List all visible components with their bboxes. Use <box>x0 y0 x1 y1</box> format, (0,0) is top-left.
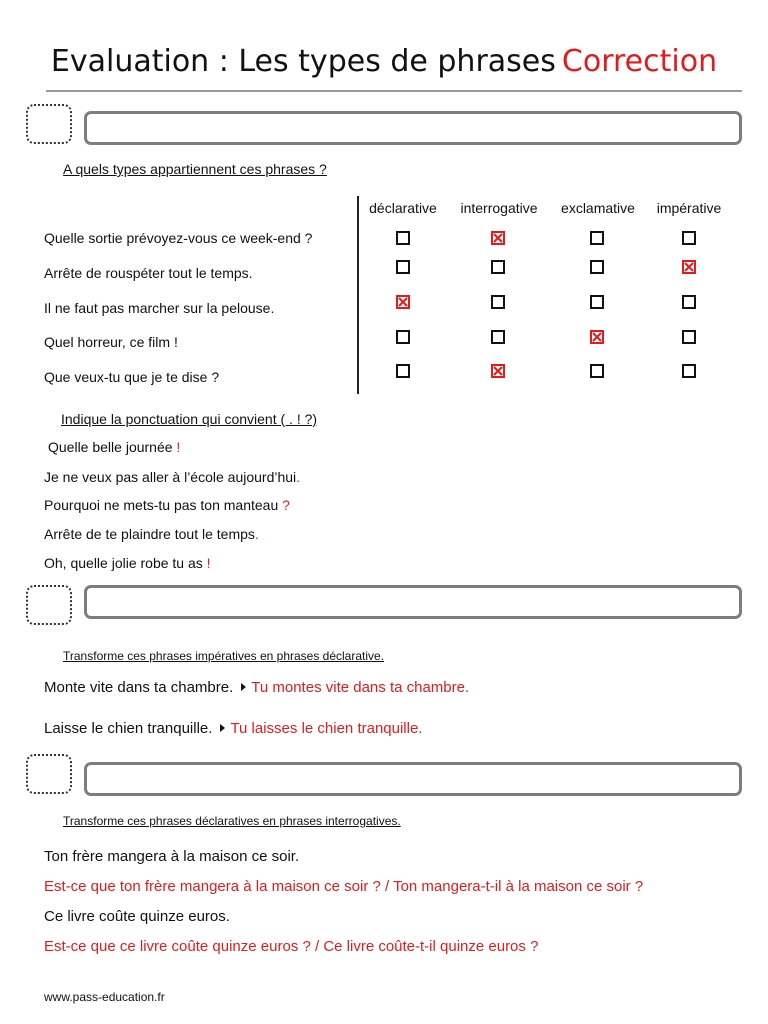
table-divider <box>357 196 359 394</box>
punctuation-answer: ! <box>206 555 211 571</box>
checkbox-interrogative[interactable] <box>491 295 505 309</box>
transform-item <box>44 720 422 737</box>
check-cross-icon <box>493 233 503 243</box>
punctuation-answer: . <box>296 469 301 485</box>
checkbox-interrogative[interactable] <box>491 364 505 378</box>
punctuation-item <box>44 555 211 571</box>
transform-question: Monte vite dans ta chambre. <box>44 679 234 696</box>
check-cross-icon <box>493 366 503 376</box>
title-underline <box>46 90 742 92</box>
title-text: Evaluation : Les types de phrases <box>50 44 556 79</box>
checkbox-declarative[interactable] <box>396 364 410 378</box>
instruction-bar-3 <box>84 762 742 796</box>
checkbox-imperative[interactable] <box>682 260 696 274</box>
check-cross-icon <box>592 332 602 342</box>
checkbox-declarative[interactable] <box>396 231 410 245</box>
checkbox-exclamative[interactable] <box>590 364 604 378</box>
question-sentence: Ce livre coûte quinze euros. <box>44 908 230 925</box>
instruction-bar-2 <box>84 585 742 619</box>
score-box-1[interactable] <box>26 104 72 144</box>
checkbox-imperative[interactable] <box>682 231 696 245</box>
checkbox-imperative[interactable] <box>682 295 696 309</box>
checkbox-exclamative[interactable] <box>590 231 604 245</box>
checkbox-exclamative[interactable] <box>590 260 604 274</box>
punctuation-text: Je ne veux pas aller à l’école aujourd’hui <box>44 469 297 485</box>
score-box-2[interactable] <box>26 585 72 625</box>
arrow-right-icon <box>220 724 225 732</box>
checkbox-declarative[interactable] <box>396 295 410 309</box>
checkbox-declarative[interactable] <box>396 260 410 274</box>
table-row-sentence: Il ne faut pas marcher sur la pelouse. <box>44 300 275 316</box>
section3-heading: Transforme ces phrases impératives en phrases déclarative. <box>63 649 385 663</box>
table-row-sentence: Quelle sortie prévoyez-vous ce week-end ? <box>44 230 313 246</box>
section1-heading: A quels types appartiennent ces phrases ? <box>63 161 327 177</box>
correction-label: Correction <box>561 44 718 79</box>
punctuation-item <box>44 526 259 542</box>
punctuation-answer: ! <box>176 439 181 455</box>
column-imperative: impérative <box>656 200 722 216</box>
punctuation-answer: . <box>254 526 259 542</box>
punctuation-item <box>48 439 180 455</box>
checkbox-declarative[interactable] <box>396 330 410 344</box>
table-row-sentence: Quel horreur, ce film ! <box>44 334 178 350</box>
checkbox-exclamative[interactable] <box>590 295 604 309</box>
question-sentence: Ton frère mangera à la maison ce soir. <box>44 848 300 865</box>
answer-sentence: Est-ce que ce livre coûte quinze euros ? / Ce livre coûte-t-il quinze euros ? <box>44 938 539 955</box>
transform-question: Laisse le chien tranquille. <box>44 720 213 737</box>
section2-heading: Indique la ponctuation qui convient ( . ! ?) <box>61 411 318 427</box>
punctuation-text: Arrête de te plaindre tout le temps <box>44 526 255 542</box>
checkbox-exclamative[interactable] <box>590 330 604 344</box>
footer-url: www.pass-education.fr <box>44 990 165 1004</box>
punctuation-text: Quelle belle journée <box>48 439 177 455</box>
arrow-right-icon <box>241 683 246 691</box>
transform-answer: Tu laisses le chien tranquille. <box>230 720 423 737</box>
column-interrogative: interrogative <box>460 200 538 216</box>
table-row-sentence: Que veux-tu que je te dise ? <box>44 369 220 385</box>
section4-heading: Transforme ces phrases déclaratives en phrases interrogatives. <box>63 814 401 828</box>
checkbox-interrogative[interactable] <box>491 330 505 344</box>
score-box-3[interactable] <box>26 754 72 794</box>
checkbox-imperative[interactable] <box>682 364 696 378</box>
table-row-sentence: Arrête de rouspéter tout le temps. <box>44 265 253 281</box>
punctuation-text: Oh, quelle jolie robe tu as <box>44 555 207 571</box>
punctuation-text: Pourquoi ne mets-tu pas ton manteau <box>44 497 283 513</box>
check-cross-icon <box>684 262 694 272</box>
punctuation-item <box>44 469 300 485</box>
column-exclamative: exclamative <box>561 200 635 216</box>
page-title <box>0 44 768 79</box>
answer-sentence: Est-ce que ton frère mangera à la maison ce soir ? / Ton mangera-t-il à la maison ce soir ? <box>44 878 644 895</box>
instruction-bar-1 <box>84 111 742 145</box>
punctuation-item <box>44 497 290 513</box>
transform-answer: Tu montes vite dans ta chambre. <box>251 679 470 696</box>
punctuation-answer: ? <box>282 497 290 513</box>
checkbox-imperative[interactable] <box>682 330 696 344</box>
check-cross-icon <box>398 297 408 307</box>
column-declarative: déclarative <box>369 200 437 216</box>
checkbox-interrogative[interactable] <box>491 231 505 245</box>
checkbox-interrogative[interactable] <box>491 260 505 274</box>
transform-item <box>44 679 469 696</box>
